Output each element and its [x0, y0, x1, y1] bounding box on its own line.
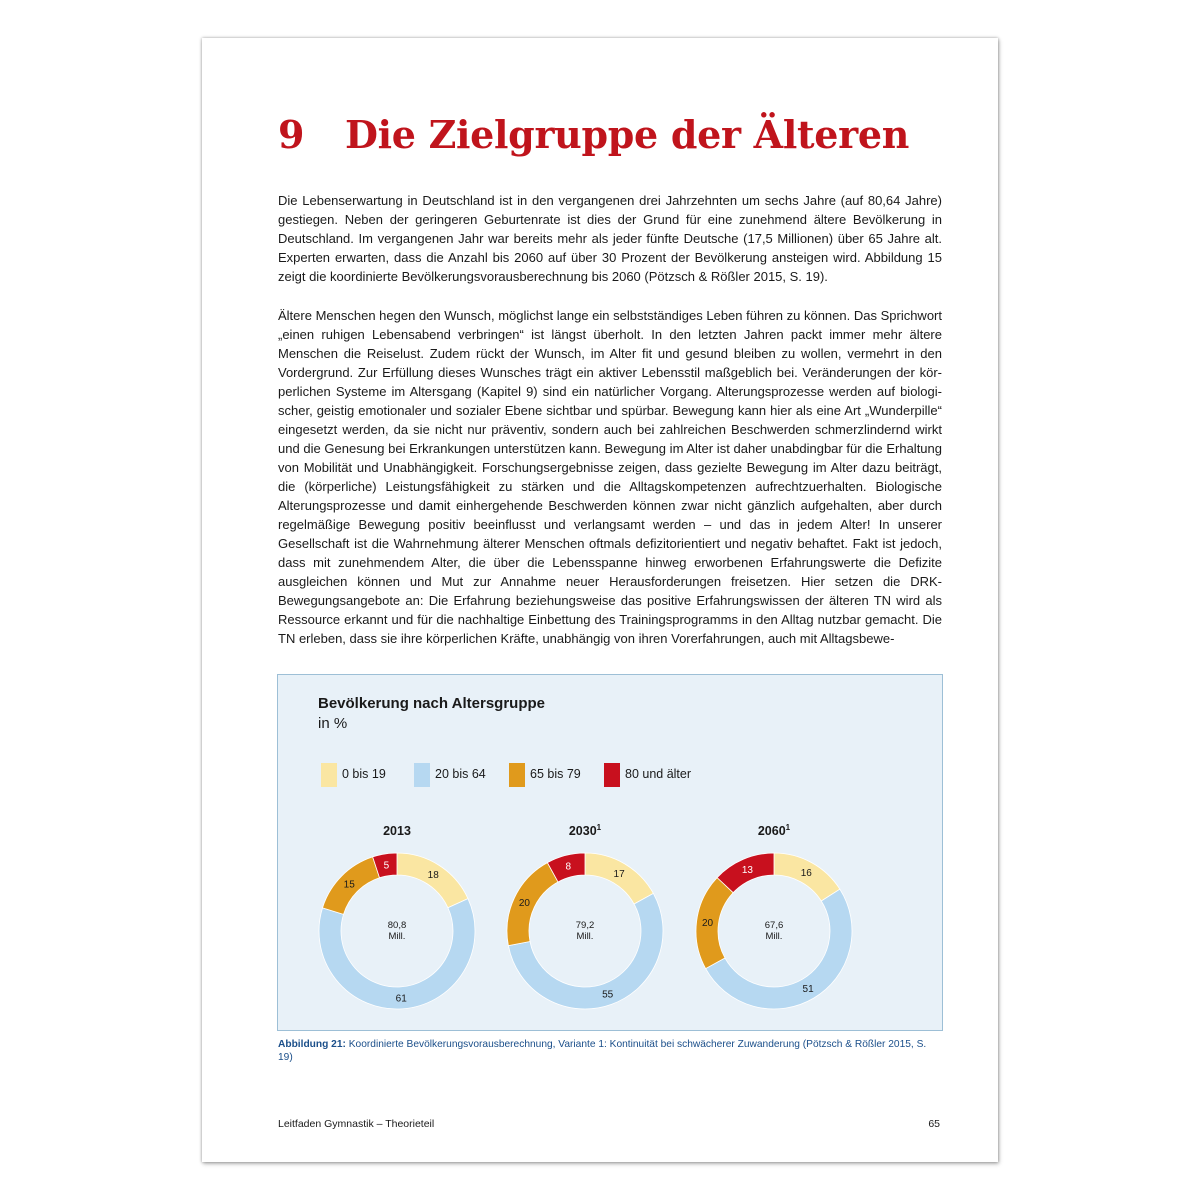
donut-value-label: 13	[741, 865, 753, 877]
donut-value-label: 16	[800, 867, 812, 879]
chart-subtitle: in %	[318, 715, 348, 732]
document-page	[202, 38, 998, 1162]
donut-value-label: 61	[395, 993, 407, 1005]
chart-title: Bevölkerung nach Altersgruppe	[318, 695, 545, 712]
page-number: 65	[928, 1118, 940, 1130]
chapter-title: Die Zielgruppe der Älteren	[345, 112, 910, 157]
donut-value-label: 20	[701, 918, 714, 930]
donut-total-value: 67,6	[764, 920, 784, 931]
donut-year-label: 2030$^1$	[568, 823, 602, 838]
donut-total-unit: Mill.	[765, 931, 783, 942]
donut-total-value: 79,2	[575, 920, 595, 931]
legend-label: 80 und älter	[625, 767, 692, 781]
donut-year-label: 2013	[383, 824, 411, 838]
legend-label: 65 bis 79	[530, 767, 581, 781]
footer-title: Leitfaden Gymnastik – Theorieteil	[278, 1118, 435, 1130]
donut-value-label: 51	[802, 984, 814, 996]
donut-value-label: 20	[518, 897, 530, 909]
donut-total-value: 80,8	[387, 920, 407, 931]
figure-caption	[278, 1038, 942, 1064]
donut-value-label: 55	[602, 989, 614, 1001]
chapter-number: 9	[278, 112, 305, 157]
body-paragraph-2: Ältere Menschen hegen den Wunsch, möglichst lange ein selbstständiges Leben führen zu können. Das Sprichwort „einen ruhigen Lebensabend verbringen“ ist längst überholt. In den letzten Jahren packt immer mehr ältere Menschen die Reiselust. Zudem rückt der Wunsch, im Alter fit und gesund bleiben zu wollen, vermehrt in den Vordergrund. Zur Erfüllung dieses Wunsches trägt ein aktiver Lebensstil maßgeblich bei. Veränderungen der körperlichen Systeme im Altersgang (Kapitel 9) sind ein natürlicher Vorgang. Alterungsprozesse werden auf biologischer, geistig emotionaler und sozialer Ebene sichtbar und spürbar. Bewegung kann hier als eine Art „Wunderpille“ eingesetzt werden, da sie nicht nur präventiv, sondern auch bei zahlreichen Beschwerden schmerzlindernd wirkt und die Genesung bei Erkrankungen unterstützen kann. Bewegung im Alter ist daher unabdingbar für die Erhaltung von Mobilität und Unabhängigkeit. Forschungsergebnisse zeigen, dass gezielte Bewegung im Alter dazu beiträgt, die (körperliche) Leistungsfähigkeit zu stärken und die Alltagskompetenzen aufrechtzuerhalten. Biologische Alterungsprozesse und damit einhergehende Beschwerden können zwar nicht gänzlich aufgehalten, aber durch regelmäßige Bewegung positiv beeinflusst und verlangsamt werden – und das in jedem Alter! In unserer Gesellschaft ist die Wahrnehmung älterer Menschen oftmals defizitorientiert und negativ behaftet. Fakt ist jedoch, dass mit zunehmendem Alter, die über die Lebensspanne hinweg erworbenen Erfahrungswerte die Defizite ausgleichen können und Mut zur Annahme neuer Herausforderungen freisetzen. Hier setzen die DRK-Bewegungsangebote an: Die Erfahrung beziehungsweise das positive Erfahrungswissen der älteren TN wird als Ressource erkannt und für die nachhaltige Einbettung des Trainingsprogramms in den Alltag nutzbar gemacht. Die TN erleben, dass sie ihre körperlichen Kräfte, unabhängig von ihren Vorerfahrungen, auch mit Alltagsbewe-	[278, 308, 942, 646]
caption-label: Abbildung 21:	[278, 1039, 346, 1050]
donut-total-unit: Mill.	[576, 931, 594, 942]
donut-charts	[278, 675, 942, 1030]
legend-label: 0 bis 19	[342, 767, 386, 781]
donut-value-label: 5	[383, 860, 390, 872]
donut-value-label: 8	[565, 861, 572, 873]
donut-value-label: 17	[613, 868, 625, 880]
caption-text: Koordinierte Bevölkerungsvorausberechnung, Variante 1: Kontinuität bei schwächerer Zuwanderung (Pötzsch & Rößler 2015, S. 19)	[278, 1039, 927, 1063]
donut-segment	[706, 889, 852, 1009]
donut-year-label: 2060$^1$	[757, 823, 791, 838]
donut-value-label: 18	[427, 870, 439, 882]
body-paragraph-1: Die Lebenserwartung in Deutschland ist in den vergangenen drei Jahrzehnten um sechs Jahre (auf 80,64 Jahre) gestiegen. Neben der geringeren Geburtenrate ist dies der Grund für eine zunehmend ältere Bevölkerung in Deutschland. Im vergangenen Jahr war bereits mehr als jeder fünfte Deutsche (17,5 Millionen) über 65 Jahre alt. Experten erwarten, dass die Anzahl bis 2060 auf über 30 Prozent der Bevölkerung ansteigen wird. Abbildung 15 zeigt die koordinierte Bevölkerungsvorausberechnung bis 2060 (Pötzsch & Rößler 2015, S. 19).	[278, 193, 942, 284]
donut-total-unit: Mill.	[388, 931, 406, 942]
legend-label: 20 bis 64	[435, 767, 486, 781]
donut-value-label: 15	[343, 879, 355, 891]
donut-segment	[507, 863, 558, 946]
chapter-heading	[278, 112, 909, 157]
figure-population-chart	[277, 674, 943, 1031]
